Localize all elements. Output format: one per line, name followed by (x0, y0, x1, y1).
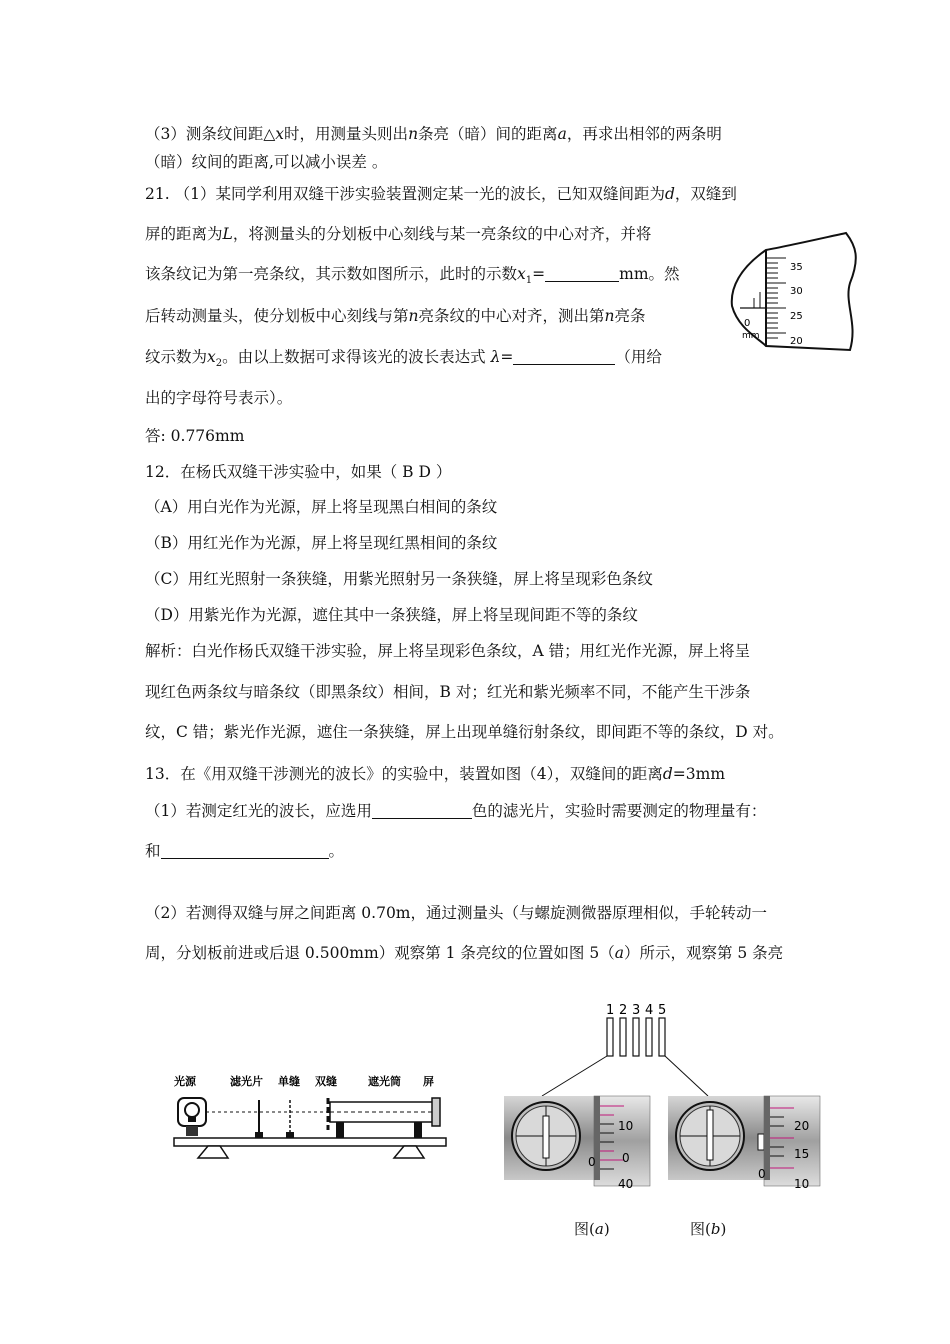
q12-option-a: （A）用白光作为光源，屏上将呈现黑白相间的条纹 (145, 498, 498, 516)
fringe-number-5: 5 (658, 1003, 667, 1018)
scale-b-10: 10 (794, 1177, 810, 1191)
q21-line1: 21. （1）某同学利用双缝干涉实验装置测定某一光的波长，已知双缝间距为d，双缝到 (145, 185, 737, 203)
eyepiece-b (668, 1096, 820, 1191)
q21-line3: 该条纹记为第一亮条纹，其示数如图所示，此时的示数$x_1=$ mm。然 (145, 265, 680, 287)
q12-option-d: （D）用紫光作为光源，遮住其中一条狭缝，屏上将呈现间距不等的条纹 (145, 606, 638, 624)
x1-answer-blank[interactable] (545, 265, 619, 282)
scale-a-10: 10 (618, 1119, 634, 1133)
label-light-source: 光源 (174, 1075, 196, 1088)
filter-color-blank[interactable] (372, 802, 472, 819)
micrometer-figure (728, 228, 868, 358)
quantity-blank[interactable] (161, 842, 329, 859)
q13-part2-line1: （2）若测得双缝与屏之间距离 0.70m，通过测量头（与螺旋测微器原理相似，手轮转动一 (145, 904, 768, 922)
fringe-number-3: 3 (632, 1003, 641, 1018)
q13-stem: 13．在《用双缝干涉测光的波长》的实验中，装置如图（4），双缝间的距离d=3mm (145, 765, 726, 783)
scale-b-15: 15 (794, 1147, 810, 1161)
caption-figure-b: 图(b) (690, 1220, 727, 1238)
scale-a-0: 0 (622, 1151, 630, 1165)
label-single-slit: 单缝 (278, 1075, 300, 1088)
q21-answer: 答: 0.776mm (145, 427, 245, 445)
q20-item3-line2: （暗）纹间的距离,可以减小误差 。 (145, 153, 388, 171)
scale-b-20: 20 (794, 1119, 810, 1133)
lamp-icon (178, 1098, 206, 1136)
q12-option-b: （B）用红光作为光源，屏上将呈现红黑相间的条纹 (145, 534, 498, 552)
q12-analysis-line1: 解析：白光作杨氏双缝干涉实验，屏上将呈现彩色条纹，A 错；用红光作光源，屏上将呈 (145, 642, 751, 660)
fringe-number-4: 4 (645, 1003, 654, 1018)
fringe-measurement-figure (500, 998, 830, 1198)
wavelength-answer-blank[interactable] (513, 348, 615, 365)
q12-analysis-line3: 纹，C 错；紫光作光源，遮住一条狭缝，屏上出现单缝衍射条纹，即间距不等的条纹，D 对。 (145, 723, 784, 741)
q13-part1-line2: 和 。 (145, 842, 345, 860)
micrometer-tick-20: 20 (790, 336, 803, 347)
label-screen: 屏 (423, 1075, 434, 1088)
q21-line6: 出的字母符号表示）。 (145, 389, 293, 407)
q13-part1-line1: （1）若测定红光的波长，应选用 色的滤光片，实验时需要测定的物理量有： (145, 802, 767, 820)
micrometer-zero-label: 0 (744, 318, 751, 329)
caption-figure-a: 图(a) (574, 1220, 610, 1238)
label-filter: 滤光片 (230, 1075, 263, 1088)
double-slit-apparatus-figure (168, 1068, 458, 1168)
q12-stem: 12．在杨氏双缝干涉实验中，如果（ B D ） (145, 463, 452, 481)
fringe-number-1: 1 (606, 1003, 615, 1018)
micrometer-tick-30: 30 (790, 286, 803, 297)
micrometer-tick-35: 35 (790, 262, 803, 273)
q13-part2-line2: 周，分划板前进或后退 0.500mm）观察第 1 条亮纹的位置如图 5（a）所示，观察第 5 条亮 (145, 944, 784, 962)
q12-option-c: （C）用红光照射一条狭缝，用紫光照射另一条狭缝，屏上将呈现彩色条纹 (145, 570, 653, 588)
label-shade-tube: 遮光筒 (368, 1075, 401, 1088)
scale-a-40: 40 (618, 1177, 634, 1191)
fringe-number-2: 2 (619, 1003, 628, 1018)
q21-line2: 屏的距离为L，将测量头的分划板中心刻线与某一亮条纹的中心对齐，并将 (145, 225, 652, 243)
q21-line4: 后转动测量头，使分划板中心刻线与第n亮条纹的中心对齐，测出第n亮条 (145, 307, 646, 325)
scale-b-main-0: 0 (758, 1167, 766, 1181)
bright-fringes (607, 1018, 665, 1056)
q20-item3-line1: （3）测条纹间距△x时，用测量头则出n条亮（暗）间的距离a，再求出相邻的两条明 (145, 125, 722, 143)
micrometer-tick-25: 25 (790, 311, 803, 322)
micrometer-scale-ticks (766, 258, 786, 338)
micrometer-unit-label: mm (742, 331, 760, 341)
scale-a-main-0: 0 (588, 1155, 596, 1169)
eyepiece-a (504, 1096, 650, 1191)
label-double-slit: 双缝 (315, 1075, 337, 1088)
q12-analysis-line2: 现红色两条纹与暗条纹（即黑条纹）相间，B 对；红光和紫光频率不同，不能产生干涉条 (145, 683, 751, 701)
q21-line5: 纹示数为$x_2$。由以上数据可求得该光的波长表达式 λ= （用给 (145, 348, 662, 370)
